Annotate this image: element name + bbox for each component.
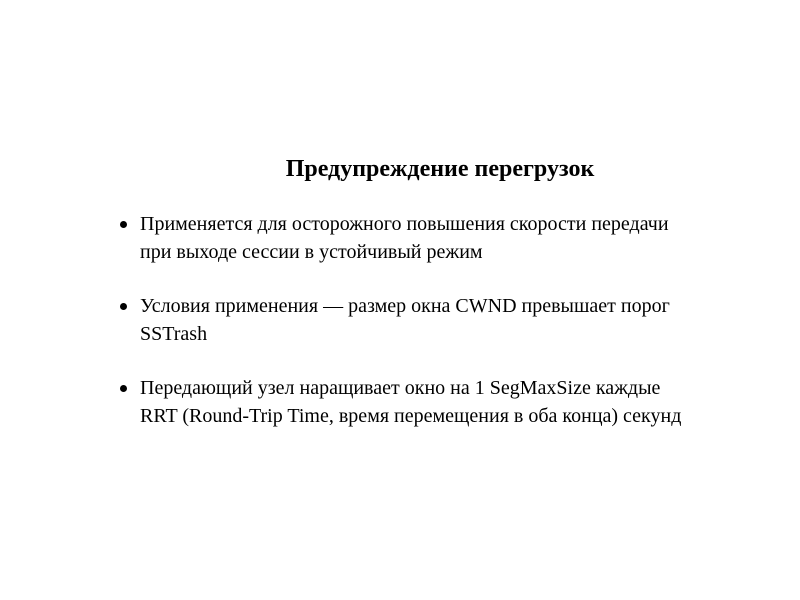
bullet-icon [120,221,127,228]
bullet-item [118,210,778,266]
bullet-text-line: RRT (Round-Trip Time, время перемещения в оба конца) секунд [140,405,682,427]
bullet-text-line: при выходе сессии в устойчивый режим [140,241,483,263]
bullet-item [118,292,778,348]
bullet-item [118,374,778,430]
bullet-text-line: SSTrash [140,323,208,345]
bullet-list [118,210,778,430]
bullet-text-line: Применяется для осторожного повышения скорости передачи [140,213,669,235]
slide-title: Предупреждение перегрузок [285,156,595,182]
bullet-icon [120,303,127,310]
bullet-text-line: Условия применения — размер окна CWND превышает порог [140,295,670,317]
bullet-text-line: Передающий узел наращивает окно на 1 SegMaxSize каждые [140,377,661,399]
bullet-icon [120,385,127,392]
